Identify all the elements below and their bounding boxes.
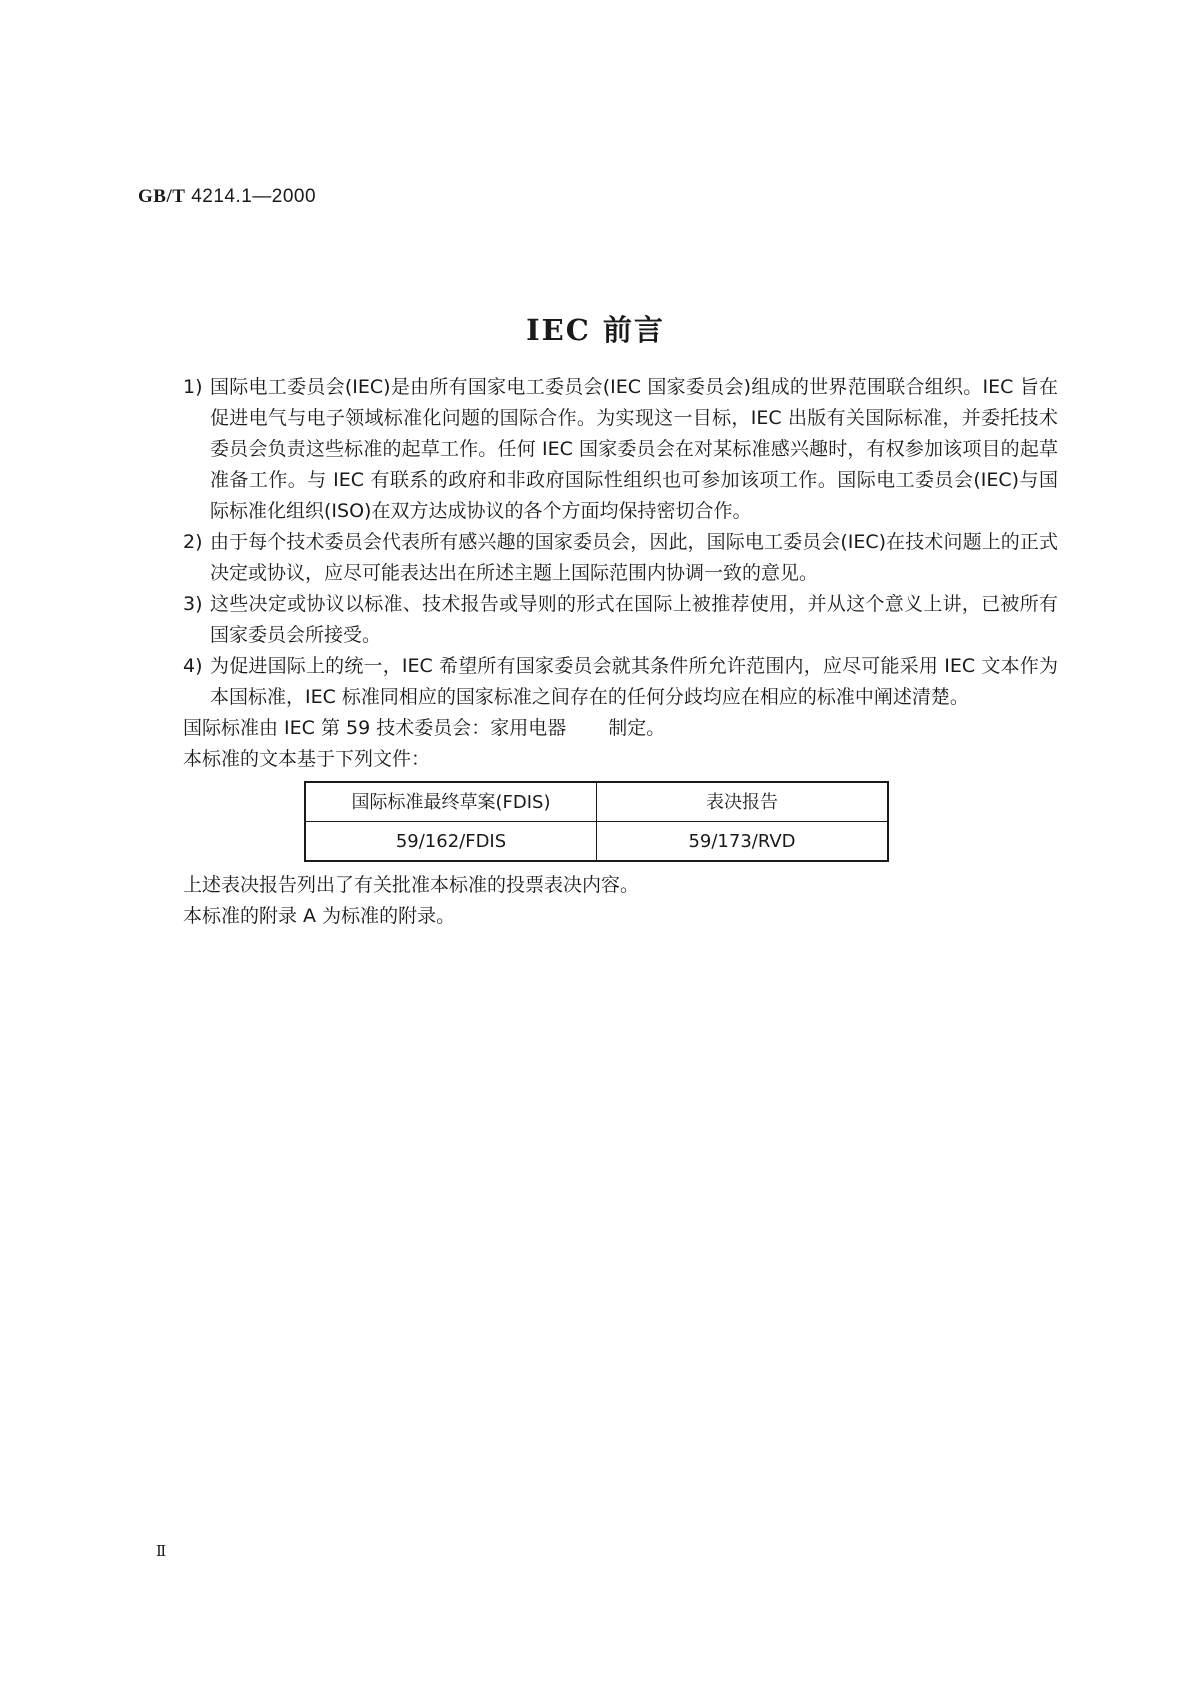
table-cell-rvd: 59/173/RVD — [597, 822, 889, 862]
list-item-number: 4) — [183, 655, 203, 677]
page-title: IEC 前言 — [526, 313, 665, 347]
table-row — [305, 822, 888, 862]
committee-statement — [183, 713, 1058, 744]
list-item-text: 由于每个技术委员会代表所有感兴趣的国家委员会，因此，国际电工委员会(IEC)在技术问题上的正式决定或协议，应尽可能表达出在所述主题上国际范围内协调一致的意见。 — [210, 531, 1058, 584]
page-number: Ⅱ — [156, 1542, 167, 1560]
list-item-number: 1) — [183, 376, 203, 398]
list-item — [183, 527, 1058, 589]
list-item — [183, 372, 1058, 527]
list-item — [183, 589, 1058, 651]
standard-code-prefix: GB/T — [138, 186, 186, 207]
standard-code — [138, 186, 316, 208]
table-header-row — [305, 782, 888, 822]
list-item-number: 2) — [183, 531, 203, 553]
committee-statement-suffix: 制定。 — [608, 717, 666, 739]
list-item-number: 3) — [183, 593, 203, 615]
table-header-rvd: 表决报告 — [597, 782, 889, 822]
table-header-fdis: 国际标准最终草案(FDIS) — [305, 782, 597, 822]
list-item-text: 为促进国际上的统一，IEC 希望所有国家委员会就其条件所允许范围内，应尽可能采用 IEC 文本作为本国标准，IEC 标准同相应的国家标准之间存在的任何分歧均应在相应的标准中阐述清楚。 — [210, 655, 1058, 708]
annex-note: 本标准的附录 A 为标准的附录。 — [183, 905, 456, 927]
documents-table-wrapper — [304, 781, 889, 862]
list-item-text: 这些决定或协议以标准、技术报告或导则的形式在国际上被推荐使用，并从这个意义上讲，已被所有国家委员会所接受。 — [210, 593, 1058, 646]
table-cell-fdis: 59/162/FDIS — [305, 822, 597, 862]
documents-table — [304, 781, 889, 862]
voting-report-note: 上述表决报告列出了有关批准本标准的投票表决内容。 — [183, 874, 640, 896]
document-body — [183, 372, 1058, 932]
list-item — [183, 651, 1058, 713]
list-item-text: 国际电工委员会(IEC)是由所有国家电工委员会(IEC 国家委员会)组成的世界范围联合组织。IEC 旨在促进电气与电子领域标准化问题的国际合作。为实现这一目标，IEC 出版有关国际标准，并委托技术委员会负责这些标准的起草工作。任何 IEC 国家委员会在对某标准感兴趣时，有权参加该项目的起草准备工作。与 IEC 有联系的政府和非政府国际性组织也可参加该项工作。国际电工委员会(IEC)与国际标准化组织(ISO)在双方达成协议的各个方面均保持密切合作。 — [210, 376, 1058, 522]
basis-text: 本标准的文本基于下列文件： — [183, 748, 431, 770]
committee-statement-prefix: 国际标准由 IEC 第 59 技术委员会：家用电器 — [183, 717, 567, 739]
standard-code-number: 4214.1—2000 — [191, 186, 317, 207]
